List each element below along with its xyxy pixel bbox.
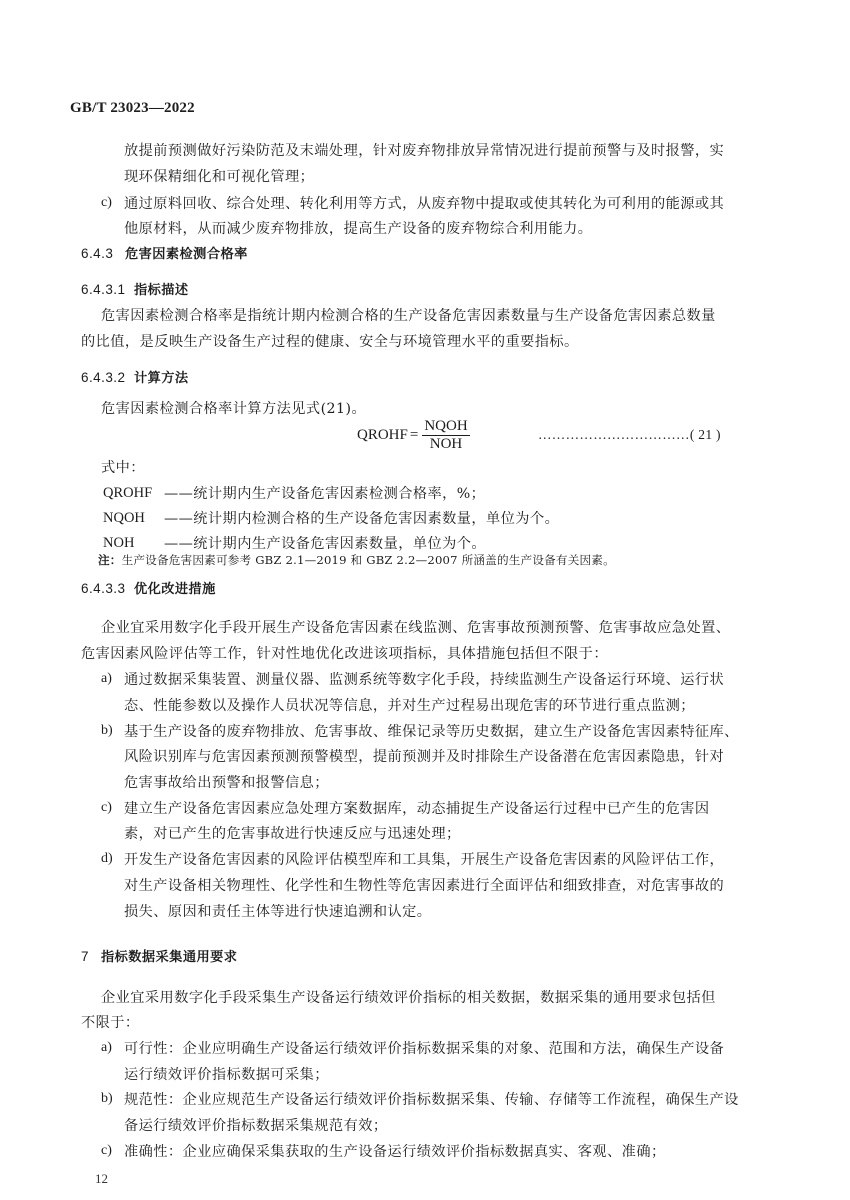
list-item-label: c) bbox=[101, 195, 112, 210]
note-text: 生产设备危害因素可参考 GBZ 2.1—2019 和 GBZ 2.2—2007 所涵盖的生产设备有关因素。 bbox=[121, 553, 615, 567]
list-item-line: 通过数据采集装置、测量仪器、监测系统等数字化手段，持续监测生产设备运行环境、运行状 bbox=[124, 672, 725, 688]
paragraph-line: 危害因素检测合格率是指统计期内检测合格的生产设备危害因素数量与生产设备危害因素总数量 bbox=[101, 308, 716, 324]
paragraph-line: 放提前预测做好污染防范及末端处理，针对废弃物排放异常情况进行提前预警与及时报警，实 bbox=[124, 143, 725, 159]
where-label: 式中： bbox=[101, 460, 145, 476]
list-item-label: b) bbox=[101, 723, 113, 738]
list-item-line: 准确性：企业应确保采集获取的生产设备运行绩效评价指标数据真实、客观、准确； bbox=[124, 1144, 666, 1160]
list-item-line: 风险识别库与危害因素预测预警模型，提前预测并及时排除生产设备潜在危害因素隐患，针对 bbox=[124, 749, 725, 765]
paragraph-line: 不限于： bbox=[81, 1015, 140, 1031]
section-number: 7 bbox=[81, 949, 89, 964]
equation-number bbox=[538, 427, 721, 443]
section-number: 6.4.3.1 bbox=[81, 282, 126, 297]
note bbox=[98, 551, 615, 569]
list-item-line: 通过原料回收、综合处理、转化利用等方式，从废弃物中提取或使其转化为可利用的能源或其 bbox=[124, 196, 725, 212]
section-heading-7 bbox=[81, 948, 237, 967]
section-heading-6-4-3-1 bbox=[81, 281, 189, 300]
section-heading-6-4-3 bbox=[81, 245, 248, 264]
section-title: 优化改进措施 bbox=[134, 582, 216, 597]
variable-description: ——统计期内检测合格的生产设备危害因素数量，单位为个。 bbox=[164, 511, 560, 527]
variable-description: ——统计期内生产设备危害因素数量，单位为个。 bbox=[164, 536, 487, 552]
list-item-line: 可行性：企业应明确生产设备运行绩效评价指标数据采集的对象、范围和方法，确保生产设备 bbox=[124, 1041, 725, 1057]
formula-lhs: QROHF bbox=[357, 427, 408, 443]
formula-numerator: NQOH bbox=[424, 418, 468, 434]
section-title: 指标数据采集通用要求 bbox=[101, 950, 238, 965]
list-item-line: 建立生产设备危害因素应急处理方案数据库，动态捕捉生产设备运行过程中已产生的危害因 bbox=[124, 801, 710, 817]
formula-equals: = bbox=[409, 427, 419, 443]
section-heading-6-4-3-3 bbox=[81, 580, 216, 599]
paragraph-line: 危害因素检测合格率计算方法见式(21)。 bbox=[101, 401, 367, 417]
note-label: 注： bbox=[98, 553, 122, 567]
list-item-line: 开发生产设备危害因素的风险评估模型库和工具集，开展生产设备危害因素的风险评估工作， bbox=[124, 852, 725, 868]
section-title: 计算方法 bbox=[134, 371, 189, 386]
equation-number-label: ( 21 ) bbox=[689, 427, 721, 442]
list-item-line: 素，对已产生的危害事故进行快速反应与迅速处理； bbox=[124, 826, 461, 842]
paragraph-line: 企业宜采用数字化手段采集生产设备运行绩效评价指标的相关数据，数据采集的通用要求包括但 bbox=[101, 990, 716, 1006]
list-item-label: b) bbox=[101, 1091, 113, 1106]
section-heading-6-4-3-2 bbox=[81, 369, 189, 388]
section-title: 危害因素检测合格率 bbox=[125, 247, 248, 262]
list-item-label: c) bbox=[101, 1143, 112, 1158]
list-item-label: a) bbox=[101, 1040, 112, 1055]
formula-denominator: NOH bbox=[429, 436, 463, 452]
section-number: 6.4.3.3 bbox=[81, 581, 126, 596]
formula-fraction bbox=[422, 418, 469, 453]
list-item-line: 规范性：企业应规范生产设备运行绩效评价指标数据采集、传输、存储等工作流程，确保生产设 bbox=[124, 1092, 739, 1108]
list-item-line: 他原材料，从而减少废弃物排放，提高生产设备的废弃物综合利用能力。 bbox=[124, 221, 593, 237]
list-item-line: 危害事故给出预警和报警信息； bbox=[124, 775, 329, 791]
list-item-line: 对生产设备相关物理性、化学性和生物性等危害因素进行全面评估和细致排查，对危害事故的 bbox=[124, 878, 725, 894]
variable-symbol: QROHF bbox=[103, 485, 153, 501]
list-item-line: 态、性能参数以及操作人员状况等信息，并对生产过程易出现危害的环节进行重点监测； bbox=[124, 698, 695, 714]
section-number: 6.4.3 bbox=[81, 246, 114, 261]
list-item-line: 基于生产设备的废弃物排放、危害事故、维保记录等历史数据，建立生产设备危害因素特征库、 bbox=[124, 724, 739, 740]
paragraph-line: 危害因素风险评估等工作，针对性地优化改进该项指标，具体措施包括但不限于： bbox=[81, 646, 608, 662]
standard-code-header: GB/T 23023—2022 bbox=[70, 100, 195, 116]
variable-symbol: NQOH bbox=[103, 510, 145, 526]
list-item-label: c) bbox=[101, 800, 112, 815]
variable-description: ——统计期内生产设备危害因素检测合格率，%； bbox=[164, 486, 486, 502]
list-item-line: 运行绩效评价指标数据可采集； bbox=[124, 1067, 329, 1083]
formula-21 bbox=[357, 418, 470, 453]
paragraph-line: 现环保精细化和可视化管理； bbox=[124, 169, 315, 185]
paragraph-line: 的比值，是反映生产设备生产过程的健康、安全与环境管理水平的重要指标。 bbox=[81, 334, 579, 350]
section-title: 指标描述 bbox=[134, 283, 189, 298]
page-number: 12 bbox=[95, 1171, 108, 1186]
list-item-label: d) bbox=[101, 851, 113, 866]
list-item-line: 备运行绩效评价指标数据采集规范有效； bbox=[124, 1118, 388, 1134]
list-item-line: 损失、原因和责任主体等进行快速追溯和认定。 bbox=[124, 904, 432, 920]
equation-leader-dots: …………………………… bbox=[538, 427, 690, 442]
section-number: 6.4.3.2 bbox=[81, 370, 126, 385]
variable-symbol: NOH bbox=[103, 535, 135, 551]
list-item-label: a) bbox=[101, 671, 112, 686]
paragraph-line: 企业宜采用数字化手段开展生产设备危害因素在线监测、危害事故预测预警、危害事故应急处置、 bbox=[101, 620, 731, 636]
